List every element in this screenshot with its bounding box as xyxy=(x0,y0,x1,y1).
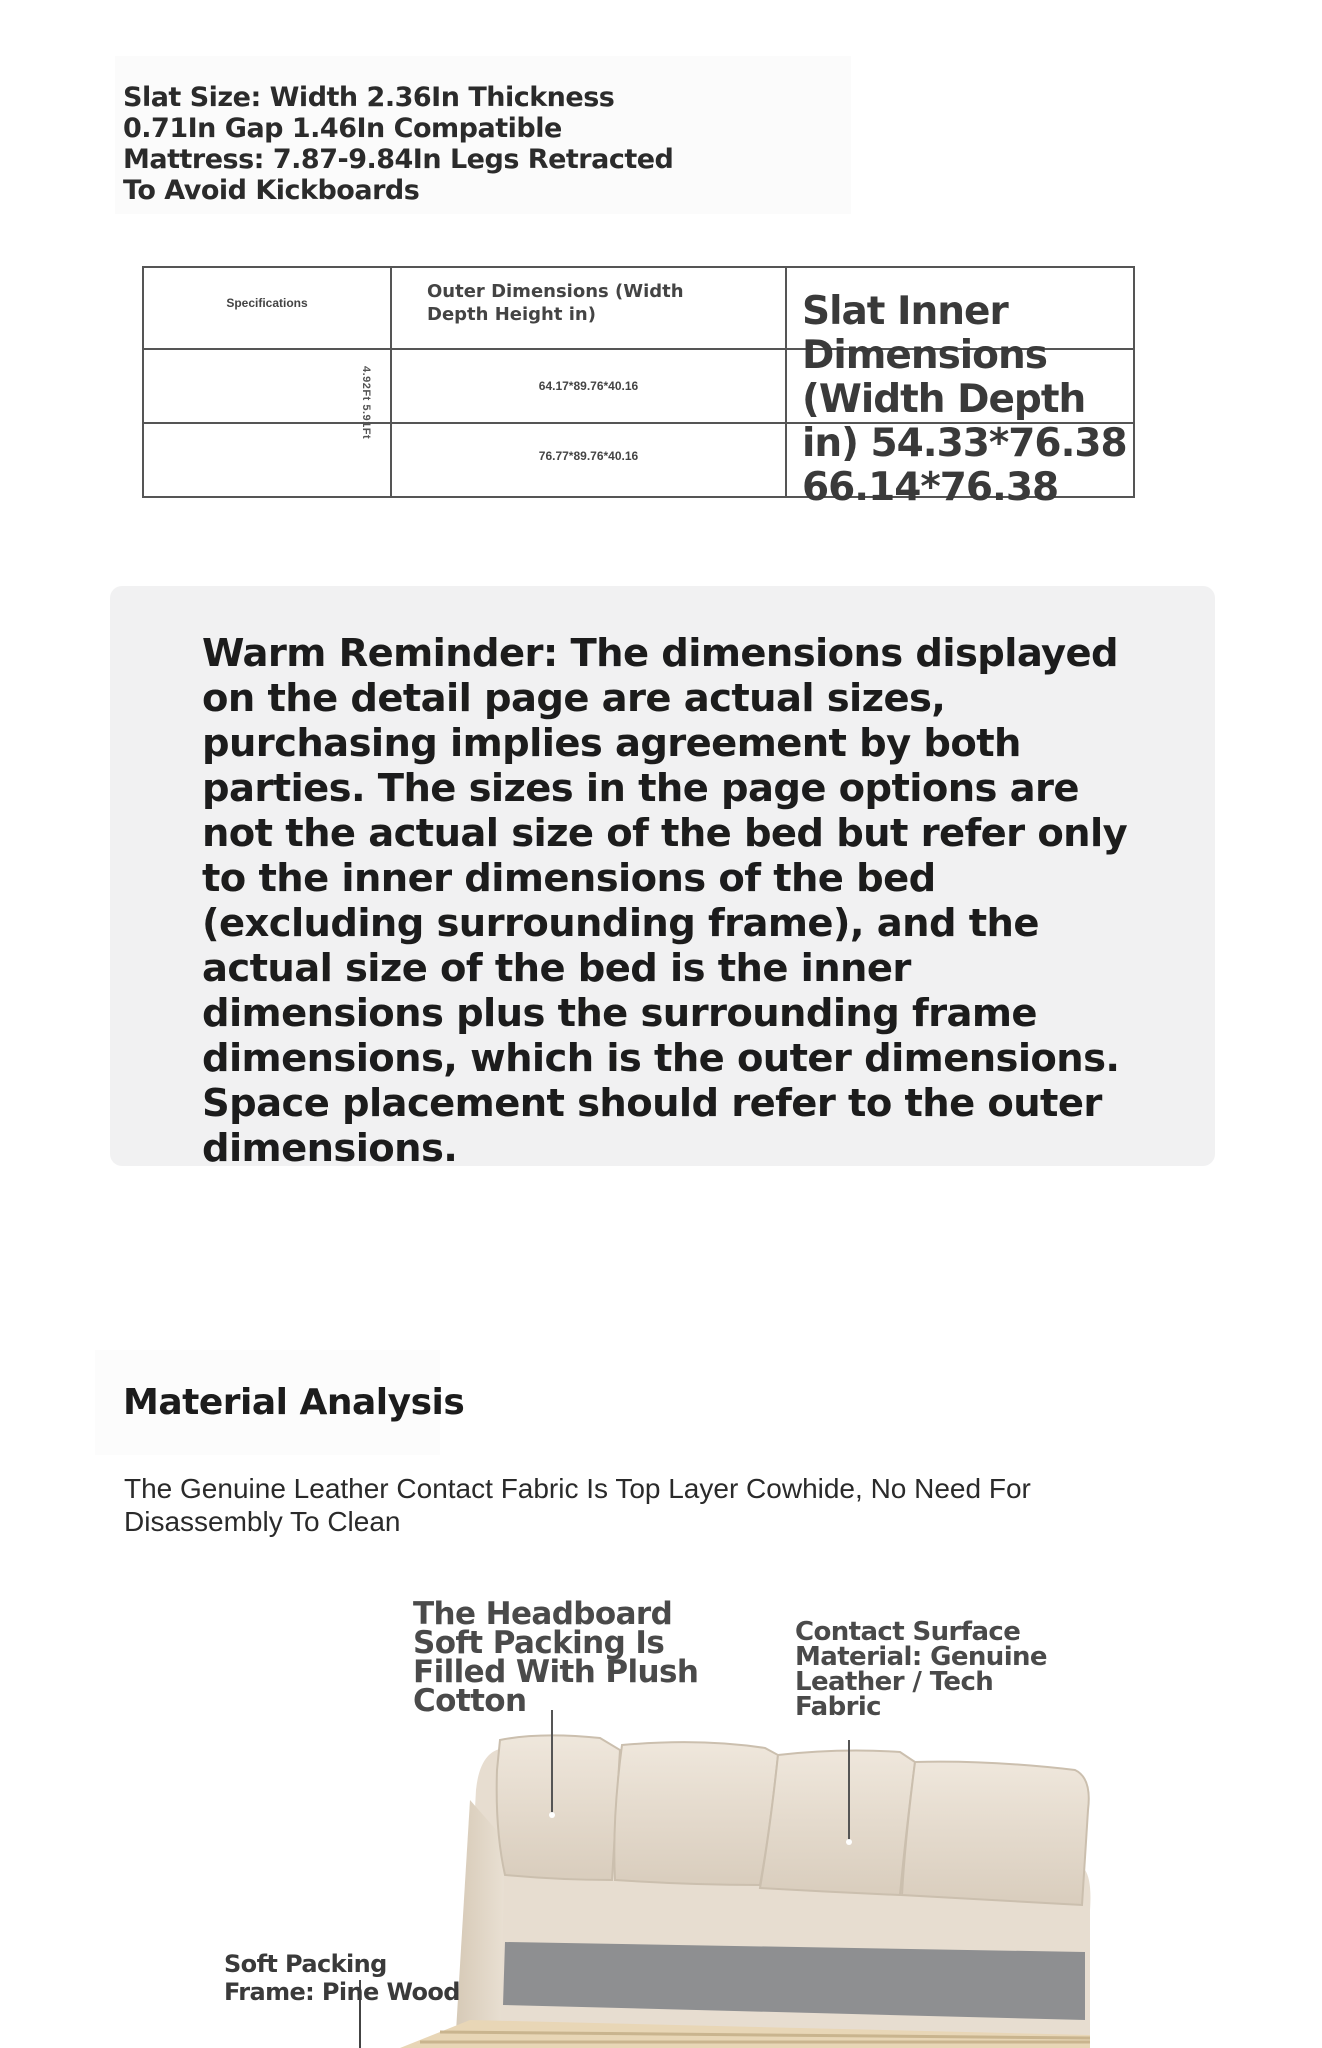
warm-reminder-text: Warm Reminder: The dimensions displayed on the detail page are actual sizes, purchasing implies agreement by both parties. The sizes in the page options are not the actual size of the bed but refer only to the inner dimensions of the bed (excluding surrounding frame), and the actual size of the bed is the inner dimensions plus the surrounding frame dimensions, which is the outer dimensions. Space placement should refer to the outer dimensions. xyxy=(202,631,1128,1171)
specifications-header: Specifications xyxy=(226,296,308,310)
outer-dimension-row-1: 64.17*89.76*40.16 xyxy=(538,379,639,393)
material-description: The Genuine Leather Contact Fabric Is Top Layer Cowhide, No Need For Disassembly To Clean xyxy=(124,1473,1031,1537)
outer-dimensions-header: Outer Dimensions (Width Depth Height in) xyxy=(427,281,684,325)
warm-reminder-box xyxy=(110,586,1215,1171)
section-title: Material Analysis xyxy=(123,1382,465,1423)
slat-line-2: 0.71In Gap 1.46In Compatible xyxy=(123,113,562,144)
bed-material-diagram xyxy=(0,1580,1322,2048)
contact-surface-callout: Contact Surface Material: Genuine Leather / Tech Fabric xyxy=(795,1617,1047,1722)
slat-line-3: Mattress: 7.87-9.84In Legs Retracted xyxy=(123,144,674,175)
slat-line-4: To Avoid Kickboards xyxy=(123,175,420,206)
frame-callout: Soft Packing Frame: Pine Wood xyxy=(224,1950,460,2006)
slat-line-1: Slat Size: Width 2.36In Thickness xyxy=(123,82,615,113)
outer-dimension-row-2: 76.77*89.76*40.16 xyxy=(538,449,639,463)
size-labels-vertical: 4.92Ft 5.91Ft xyxy=(360,366,372,440)
slat-inner-dimensions: Slat Inner Dimensions (Width Depth in) 54.33*76.38 66.14*76.38 xyxy=(802,289,1127,510)
slat-size-text xyxy=(115,56,851,214)
specifications-table xyxy=(142,266,1135,510)
headboard-callout: The Headboard Soft Packing Is Filled With Plush Cotton xyxy=(413,1596,699,1719)
material-title-block xyxy=(95,1350,465,1455)
